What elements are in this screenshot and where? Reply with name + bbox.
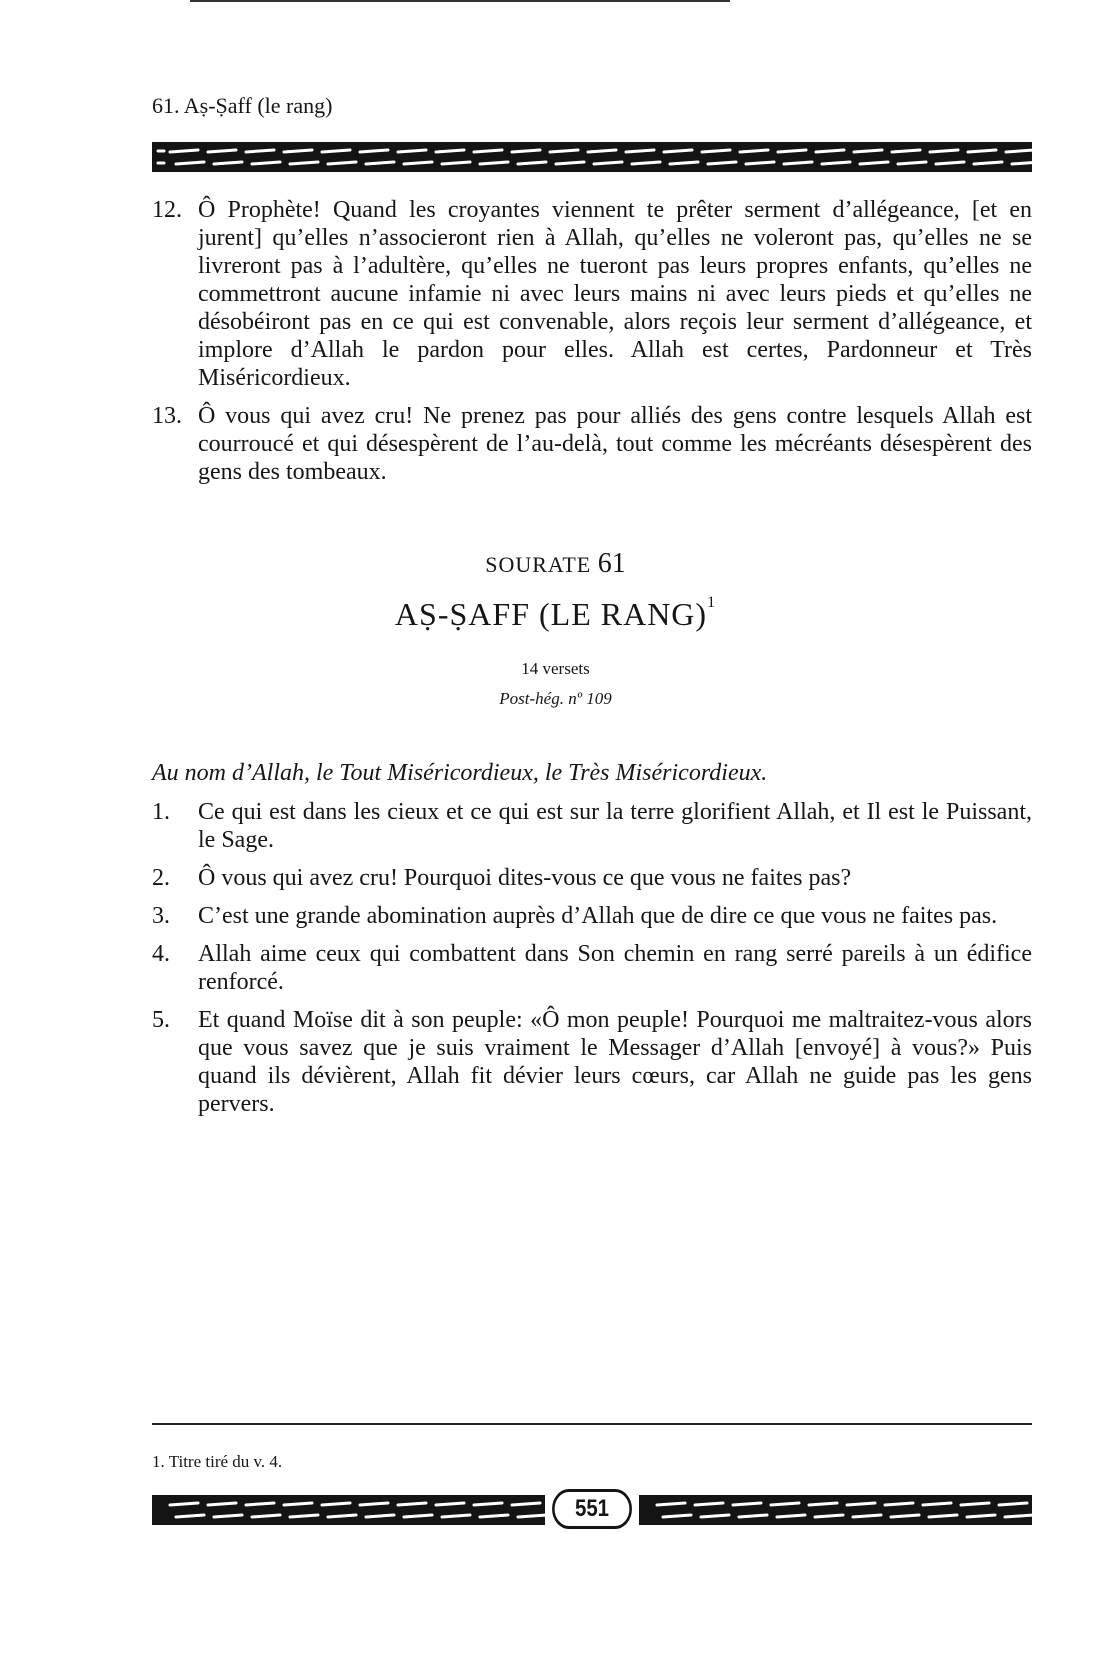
ornamental-band-top xyxy=(152,142,1032,172)
surah-number: 61 xyxy=(597,548,626,579)
verse-text: Ô vous qui avez cru! Pourquoi dites-vous ce que vous ne faites pas? xyxy=(198,865,852,891)
verse-list-surah xyxy=(152,798,1032,1128)
verse-3 xyxy=(152,902,1032,930)
verse-1 xyxy=(152,798,1032,854)
ornamental-band-bottom xyxy=(152,1495,1032,1525)
verse-text: Ô vous qui avez cru! Ne prenez pas pour alliés des gens contre lesquels Allah est courroucé et qui désespèrent de l’au-delà, tout comme les mécréants désespèrent des gens des tombeaux. xyxy=(198,403,1032,485)
verse-number: 1. xyxy=(152,799,170,825)
surah-title-text: AṢ-ṢAFF (LE RANG) xyxy=(394,596,708,632)
verse-number: 2. xyxy=(152,865,170,891)
top-rule xyxy=(190,0,730,2)
footnote-rule xyxy=(152,1423,1032,1425)
verse-5 xyxy=(152,1006,1032,1118)
running-head: 61. Aṣ-Ṣaff (le rang) xyxy=(152,93,333,118)
ornament-left xyxy=(152,1495,545,1525)
basmala: Au nom d’Allah, le Tout Miséricordieux, le Très Miséricordieux. xyxy=(152,760,768,786)
ornament-right xyxy=(639,1495,1032,1525)
verse-2 xyxy=(152,864,1032,892)
verse-number: 13. xyxy=(152,403,182,429)
surah-label xyxy=(0,548,1111,580)
verse-text: Et quand Moïse dit à son peuple: «Ô mon peuple! Pourquoi me maltraitez-vous alors que vous savez que je suis vraiment le Messager d’Allah [envoyé] à vous?» Puis quand ils dévièrent, Allah fit dévier leurs cœurs, car Allah ne guide pas les gens pervers. xyxy=(198,1007,1032,1117)
verse-12 xyxy=(152,196,1032,392)
verse-list-previous xyxy=(152,196,1032,496)
verse-4 xyxy=(152,940,1032,996)
revelation-order: Post-hég. nº 109 xyxy=(499,689,612,708)
page-number: 551 xyxy=(552,1489,632,1529)
verse-text: Ô Prophète! Quand les croyantes viennent te prêter serment d’allégeance, [et en jurent] qu’elles n’associeront rien à Allah, qu’elles ne voleront pas, qu’elles ne se livreront pas à l’adultère, qu’elles ne tueront pas leurs propres enfants, qu’elles ne commettront aucune infamie ni avec leurs mains ni avec leurs pieds et qu’elles ne désobéiront pas en ce qui est convenable, alors reçois leur serment d’allégeance, et implore d’Allah le pardon pour elles. Allah est certes, Pardonneur et Très Miséricordieux. xyxy=(198,197,1032,391)
footnote: 1. Titre tiré du v. 4. xyxy=(152,1452,283,1471)
surah-title xyxy=(0,596,1111,633)
verse-number: 12. xyxy=(152,197,182,223)
verse-number: 5. xyxy=(152,1007,170,1033)
verse-13 xyxy=(152,402,1032,486)
surah-label-word: SOURATE xyxy=(485,552,592,577)
verse-text: Allah aime ceux qui combattent dans Son chemin en rang serré pareils à un édifice renforcé. xyxy=(198,941,1032,995)
verse-number: 4. xyxy=(152,941,170,967)
verse-count: 14 versets xyxy=(521,659,590,678)
verse-number: 3. xyxy=(152,903,170,929)
verse-text: Ce qui est dans les cieux et ce qui est sur la terre glorifient Allah, et Il est le Puissant, le Sage. xyxy=(198,799,1032,853)
verse-text: C’est une grande abomination auprès d’Allah que de dire ce que vous ne faites pas. xyxy=(198,903,998,929)
footnote-marker: 1 xyxy=(707,594,717,611)
